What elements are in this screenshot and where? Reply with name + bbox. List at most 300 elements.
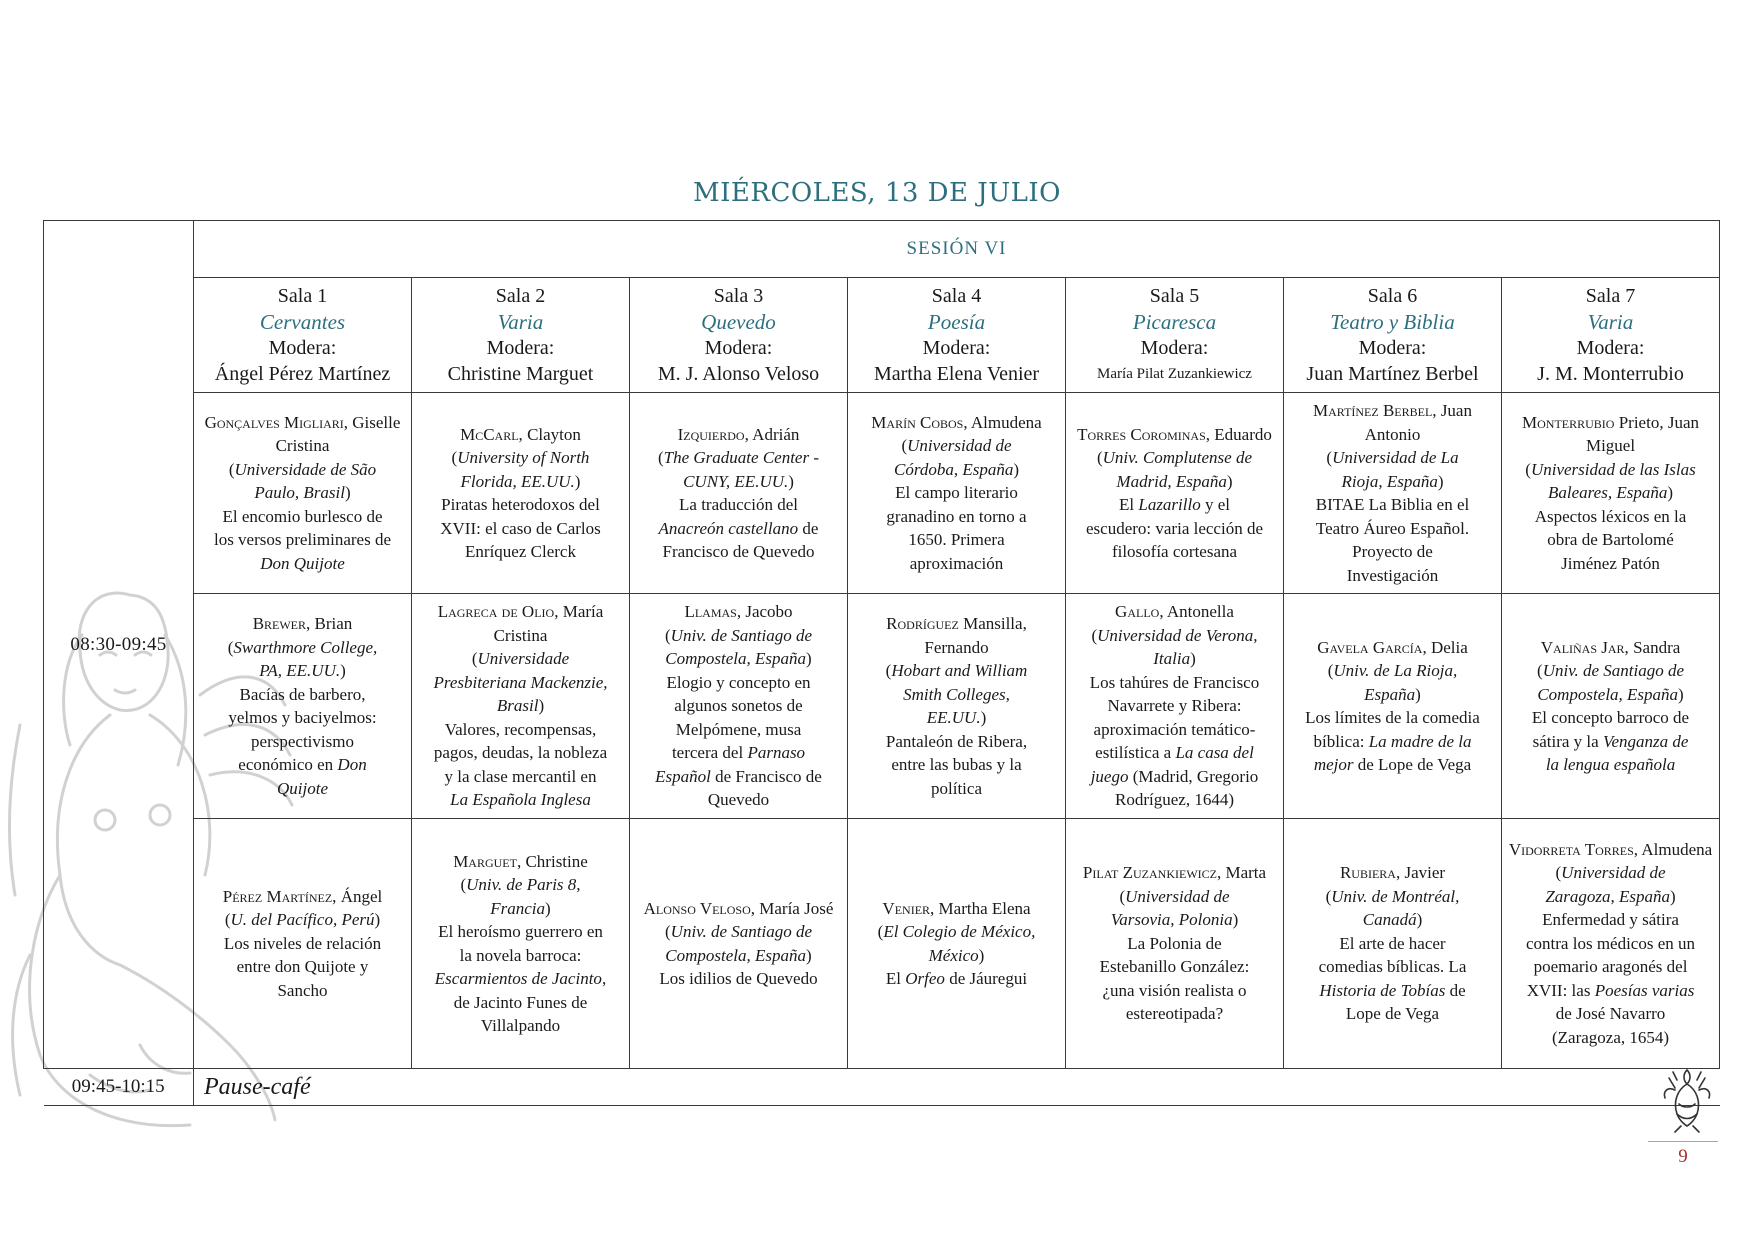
institution: Univ. Complutense de — [1102, 448, 1253, 467]
institution: Compostela, España — [665, 649, 807, 669]
speaker-given-name: Sandra — [1633, 637, 1681, 657]
institution: CUNY, EE.UU. — [683, 471, 789, 491]
talk-title-line — [853, 552, 1060, 576]
talk-title-text: de Francisco de — [710, 766, 822, 786]
talk-title-text: ¿una visión realista o — [1102, 980, 1247, 1000]
talk-title-text: XVII: las — [1526, 980, 1595, 1000]
talk-cell — [194, 594, 412, 819]
talk-title-line — [635, 718, 842, 742]
talk-cell — [1066, 594, 1284, 819]
institution-line: Paulo, Brasil) — [254, 483, 351, 503]
talk-title-italic: Español — [655, 766, 711, 786]
talk-title-italic: Parnaso — [747, 743, 806, 763]
talk-title-text: los versos preliminares de — [213, 530, 392, 550]
session-title-text: SESIÓN VI — [906, 238, 1007, 259]
room-header-row — [44, 278, 1720, 393]
institution-line: (Universidad de La — [1326, 448, 1459, 467]
speaker — [1507, 636, 1714, 660]
institution-line: (Universidad de — [1555, 863, 1666, 883]
talk-cell — [194, 819, 412, 1069]
speaker-given-name: Prieto, Juan Miguel — [1585, 412, 1699, 456]
talk-title-text: escudero: varia lección de — [1086, 518, 1263, 538]
talk-title-line — [853, 753, 1060, 777]
room-header-cell — [194, 278, 412, 393]
institution: Brasil — [496, 696, 539, 716]
institution: Univ. de Santiago de — [670, 625, 812, 645]
talk-title-text: Piratas heterodoxos del — [441, 495, 600, 514]
talk-title-line — [417, 540, 624, 564]
moderator-label: Modera: — [704, 337, 773, 359]
institution: Zaragoza, España — [1545, 886, 1671, 906]
talk-title-line — [635, 788, 842, 812]
institution: España — [1364, 684, 1416, 704]
talk-title-text: bíblica: — [1313, 731, 1369, 751]
institution-line: Compostela, España) — [1537, 684, 1684, 704]
talk-title-text: (Madrid, Gregorio — [1128, 766, 1259, 786]
speaker-surname: Marín Cobos, — [871, 412, 968, 432]
speaker-given-name: Javier — [1404, 863, 1446, 883]
talk-title-line — [1507, 955, 1714, 979]
talk-title-line — [1071, 979, 1278, 1003]
institution-line: Compostela, España) — [665, 649, 812, 669]
institution: Univ. de La Rioja, — [1333, 661, 1458, 680]
talk-title-italic: Venganza de — [1602, 731, 1689, 751]
room-name: Sala 2 — [495, 285, 546, 307]
institution-line: (Swarthmore College, — [227, 637, 378, 657]
room-theme: Quevedo — [701, 310, 776, 334]
speaker-given-name: Jacobo — [745, 602, 793, 622]
moderator-label: Modera: — [268, 337, 337, 359]
speaker — [1289, 399, 1496, 446]
talk-title-line — [417, 944, 624, 968]
institution-line: Francia) — [490, 898, 551, 918]
room-name: Sala 4 — [931, 285, 982, 307]
talk-title-text: Aspectos léxicos en la — [1534, 506, 1687, 526]
talk-title-text: Sancho — [277, 980, 328, 1000]
speaker-surname: Gavela García, — [1317, 637, 1427, 657]
talk-cell — [1502, 393, 1720, 594]
talk-title-italic: Anacreón castellano — [658, 518, 799, 538]
room-theme: Cervantes — [259, 310, 346, 334]
institution-line: (Hobart and William — [885, 661, 1028, 680]
talk-title-line — [417, 718, 624, 742]
speaker-given-name: María Cristina — [493, 602, 604, 645]
institution-line: Baleares, España) — [1548, 483, 1673, 503]
institution: PA, EE.UU. — [259, 661, 341, 680]
talk-title-line — [1071, 765, 1278, 789]
speaker-surname: Valiñas Jar, — [1540, 637, 1629, 657]
talk-title-line — [1071, 955, 1278, 979]
talk-title-line — [1289, 564, 1496, 588]
institution-line: Canadá) — [1362, 910, 1423, 930]
talk-title-text: (Zaragoza, 1654) — [1551, 1027, 1670, 1047]
talk-title-line — [1289, 540, 1496, 564]
talk-title-text: entre las bubas y la — [891, 755, 1022, 774]
speaker — [1289, 861, 1496, 885]
speaker-surname: Rodríguez — [886, 614, 959, 633]
session-title — [194, 221, 1720, 278]
talk-title-line — [1071, 932, 1278, 956]
institution-line: (Univ. de Santiago de — [665, 625, 812, 645]
institution: Universidad de — [907, 436, 1012, 456]
talk-title-text: aproximación — [909, 553, 1004, 573]
talk-title-text: Teatro Áureo Español. — [1315, 518, 1470, 538]
institution: El Colegio de México, — [883, 922, 1036, 941]
institution: Italia — [1153, 649, 1191, 669]
talk-title-line — [1289, 706, 1496, 730]
institution-line: Córdoba, España) — [894, 459, 1019, 479]
talk-title-line — [1289, 979, 1496, 1003]
talk-title-line — [1071, 718, 1278, 742]
talk-title-line — [1507, 505, 1714, 529]
talk-title-line — [1507, 1002, 1714, 1026]
institution-line: Florida, EE.UU.) — [460, 471, 581, 491]
room-theme: Poesía — [927, 310, 986, 334]
talk-cell — [630, 594, 848, 819]
institution-line: (Universidad de Verona, — [1091, 625, 1258, 645]
room-header-cell — [412, 278, 630, 393]
break-time — [44, 1069, 194, 1106]
moderator-label: Modera: — [1576, 337, 1645, 359]
speaker-given-name: Mansilla, Fernando — [924, 614, 1027, 657]
speaker-given-name: Almudena — [970, 412, 1042, 432]
break-time-text: 09:45-10:15 — [71, 1076, 165, 1097]
talk-title-line — [1289, 753, 1496, 777]
speaker-given-name: Delia — [1430, 637, 1468, 657]
talk-cell — [848, 393, 1066, 594]
speaker — [853, 411, 1060, 435]
speaker-surname: Monterrubio — [1522, 412, 1615, 432]
talk-title-text: estereotipada? — [1125, 1004, 1224, 1024]
talk-title-text: Melpómene, musa — [675, 719, 802, 739]
talk-title-line — [417, 765, 624, 789]
talk-title-text: Bacías de barbero, — [239, 684, 366, 704]
page-number: 9 — [1678, 1146, 1688, 1167]
speaker-given-name: Brian — [314, 614, 353, 633]
talk-title-line — [1289, 730, 1496, 754]
talk-title-text: Navarrete y Ribera: — [1107, 696, 1242, 716]
talk-cell — [1502, 819, 1720, 1069]
talk-title-line — [853, 967, 1060, 991]
talk-title-text: granadino en torno a — [886, 506, 1027, 526]
speaker-given-name: Almudena — [1641, 839, 1713, 859]
room-name: Sala 7 — [1585, 285, 1636, 307]
talk-title-text: de — [798, 518, 819, 538]
institution: Compostela, España — [665, 945, 807, 965]
talk-title-italic: Quijote — [277, 778, 328, 798]
institution-line — [417, 671, 624, 695]
institution-line: Rioja, España) — [1341, 471, 1444, 491]
institution: Universidade — [477, 649, 570, 669]
talk-cell — [1066, 819, 1284, 1069]
talk-title-line — [635, 765, 842, 789]
speaker-surname: Brewer, — [252, 614, 311, 633]
speaker — [853, 612, 1060, 659]
talk-title-line — [1071, 741, 1278, 765]
session-time-text: 08:30-09:45 — [70, 633, 167, 655]
speaker — [635, 600, 842, 624]
talk-cell — [412, 819, 630, 1069]
institution: Compostela, España — [1537, 684, 1679, 704]
talk-title-line — [1071, 1002, 1278, 1026]
talk-title-line — [417, 991, 624, 1015]
room-name: Sala 5 — [1149, 285, 1200, 307]
speaker-surname: Lagreca de Olio, — [437, 602, 559, 622]
talk-title-text: BITAE La Biblia en el — [1315, 495, 1470, 514]
speaker — [1071, 600, 1278, 624]
break-label-text: Pause-café — [204, 1073, 311, 1100]
talk-title-line — [417, 741, 624, 765]
talk-title-line — [199, 706, 406, 730]
speaker — [199, 612, 406, 636]
talk-title-line — [417, 517, 624, 541]
talk-title-text: y la clase mercantil en — [444, 766, 597, 786]
talk-title-line — [1507, 730, 1714, 754]
talk-title-line — [1071, 788, 1278, 812]
institution: Rioja, España — [1341, 471, 1438, 491]
institution-line: PA, EE.UU.) — [259, 661, 346, 680]
speaker-given-name: Ángel — [340, 886, 383, 906]
institution: Presbiteriana Mackenzie, — [433, 672, 608, 692]
moderator-name: M. J. Alonso Veloso — [657, 363, 820, 385]
speaker — [1507, 838, 1714, 862]
talk-title-text: la novela barroca: — [459, 945, 582, 965]
talk-title-text: Villalpando — [480, 1016, 561, 1035]
institution: Universidad de La — [1332, 448, 1459, 467]
talk-cell — [848, 594, 1066, 819]
room-theme: Varia — [1587, 310, 1634, 334]
break-row — [44, 1069, 1720, 1106]
speaker-surname: Pilat Zuzankiewicz, — [1082, 863, 1222, 883]
room-header-cell — [1066, 278, 1284, 393]
talk-title-italic: Orfeo — [905, 969, 945, 988]
talk-title-line — [635, 493, 842, 517]
talk-title-text: Proyecto de — [1352, 542, 1433, 561]
talk-title-text: perspectivismo — [251, 731, 354, 751]
institution-line: Compostela, España) — [665, 945, 812, 965]
speaker-given-name: Martha Elena — [938, 898, 1031, 918]
talk-title-text: pagos, deudas, la nobleza — [433, 743, 608, 763]
talk-title-line — [1071, 517, 1278, 541]
talk-row — [44, 393, 1720, 594]
talk-title-line — [635, 741, 842, 765]
talk-title-text: XVII: el caso de Carlos — [440, 518, 601, 538]
talk-title-text: La traducción del — [679, 495, 798, 514]
talk-title-italic: Don Quijote — [260, 553, 345, 573]
talk-title-line — [1289, 493, 1496, 517]
talk-title-text: Investigación — [1346, 565, 1439, 585]
institution: Florida, EE.UU. — [460, 471, 575, 491]
talk-title-italic: Historia de Tobías — [1319, 980, 1446, 1000]
room-name: Sala 3 — [713, 285, 764, 307]
speaker-given-name: Eduardo — [1214, 424, 1272, 444]
talk-title-line — [199, 552, 406, 576]
talk-title-line — [199, 730, 406, 754]
speaker — [417, 600, 624, 647]
institution-line: (Universidad de — [901, 436, 1012, 456]
talk-title-text: y el — [1200, 495, 1230, 514]
speaker-surname: Martínez Berbel, — [1313, 401, 1437, 420]
institution: Córdoba, España — [894, 459, 1014, 479]
talk-title-text: estilística a — [1095, 743, 1176, 763]
talk-title-italic: juego — [1090, 766, 1129, 786]
talk-title-line — [1507, 753, 1714, 777]
talk-title-text: comedias bíblicas. La — [1318, 957, 1467, 977]
talk-title-text: Quevedo — [707, 790, 770, 810]
talk-title-text: El concepto barroco de — [1531, 708, 1690, 727]
talk-title-text: aproximación temático- — [1093, 719, 1256, 739]
talk-title-line — [635, 694, 842, 718]
speaker-given-name: Marta — [1225, 863, 1267, 883]
talk-title-line — [635, 967, 842, 991]
talk-title-line — [417, 493, 624, 517]
talk-title-italic: la lengua española — [1545, 755, 1676, 774]
institution: Swarthmore College, — [233, 637, 378, 657]
speaker — [199, 885, 406, 909]
talk-title-line — [635, 540, 842, 564]
talk-cell — [194, 393, 412, 594]
talk-cell — [412, 594, 630, 819]
talk-title-line — [1507, 908, 1714, 932]
institution: Universidad de Verona, — [1097, 625, 1258, 645]
moderator-name: J. M. Monterrubio — [1537, 363, 1684, 385]
talk-title-line — [635, 517, 842, 541]
room-header-cell — [1502, 278, 1720, 393]
talk-title-line — [1289, 932, 1496, 956]
talk-title-italic: mejor — [1313, 755, 1354, 774]
talk-title-text: yelmos y baciyelmos: — [228, 708, 377, 727]
room-name: Sala 1 — [277, 285, 328, 307]
talk-title-text: Los tahúres de Francisco — [1089, 672, 1260, 692]
talk-title-text: de Jacinto Funes de — [453, 992, 588, 1012]
talk-cell — [1066, 393, 1284, 594]
talk-title-text: tercera del — [671, 743, 748, 763]
talk-title-line — [1289, 955, 1496, 979]
institution: Univ. de Paris 8, — [466, 875, 581, 894]
talk-title-line — [853, 505, 1060, 529]
moderator-name: Christine Marguet — [447, 363, 594, 385]
moderator-name: Juan Martínez Berbel — [1306, 363, 1479, 385]
talk-title-text: filosofía cortesana — [1111, 542, 1238, 561]
talk-title-text: Enríquez Clerck — [465, 542, 576, 561]
talk-title-line — [199, 528, 406, 552]
talk-title-line — [1071, 671, 1278, 695]
institution: Univ. de Montréal, — [1331, 886, 1460, 906]
talk-title-line — [853, 730, 1060, 754]
talk-title-text: , — [601, 969, 607, 988]
speaker — [1071, 861, 1278, 885]
talk-title-text: contra los médicos en un — [1526, 933, 1696, 953]
room-header-cell — [1284, 278, 1502, 393]
moderator-label: Modera: — [486, 337, 555, 359]
institution: Canadá — [1362, 910, 1417, 930]
speaker-surname: Alonso Veloso, — [643, 898, 756, 918]
moderator-label: Modera: — [922, 337, 991, 359]
institution: University of North — [457, 448, 590, 467]
speaker — [417, 850, 624, 874]
talk-title-text: poemario aragonés del — [1533, 957, 1688, 977]
talk-title-line — [417, 788, 624, 812]
talk-title-text: El campo literario — [895, 483, 1018, 503]
institution-line: Brasil) — [496, 696, 545, 716]
talk-title-line — [1507, 1026, 1714, 1050]
institution: Universidade de São — [234, 459, 377, 479]
talk-title-text: económico en — [238, 755, 338, 774]
talk-title-line — [853, 481, 1060, 505]
talk-title-text: Valores, recompensas, — [444, 719, 597, 739]
talk-title-text: Los límites de la comedia — [1305, 708, 1480, 727]
heraldic-emblem-icon — [1659, 1064, 1715, 1134]
institution: Hobart and William — [891, 661, 1028, 680]
speaker-given-name: Juan Antonio — [1364, 401, 1472, 444]
moderator-name: Martha Elena Venier — [873, 363, 1040, 385]
talk-title-text: Lope de Vega — [1345, 1004, 1440, 1024]
talk-title-text: política — [931, 778, 982, 798]
talk-title-line — [199, 683, 406, 707]
talk-title-text: Los idilios de Quevedo — [659, 969, 818, 988]
talk-title-line — [417, 1014, 624, 1038]
talk-title-text: obra de Bartolomé — [1547, 530, 1674, 550]
talk-title-italic: La madre de la — [1368, 731, 1472, 751]
institution-line: México) — [928, 945, 985, 965]
talk-title-line — [853, 528, 1060, 552]
talk-title-line — [199, 932, 406, 956]
talk-title-line — [199, 979, 406, 1003]
talk-title-text: algunos sonetos de — [674, 696, 803, 716]
talk-title-line — [1507, 552, 1714, 576]
speaker — [199, 411, 406, 458]
institution-line: (U. del Pacífico, Perú) — [224, 910, 381, 930]
talk-title-text: Los niveles de relación — [223, 933, 382, 953]
institution: Univ. de Santiago de — [670, 922, 812, 941]
talk-title-line — [1507, 528, 1714, 552]
speaker-surname: Pérez Martínez, — [222, 886, 337, 906]
talk-title-line — [1507, 932, 1714, 956]
talk-title-text: La Polonia de — [1127, 933, 1222, 953]
institution: Universidad de las Islas — [1530, 459, 1696, 479]
institution-line: (The Graduate Center - — [657, 448, 819, 467]
speaker-given-name: Christine — [525, 851, 588, 871]
talk-title-text: de Jáuregui — [944, 969, 1028, 988]
institution: Francia — [490, 898, 546, 918]
room-name: Sala 6 — [1367, 285, 1418, 307]
moderator-name: María Pilat Zuzankiewicz — [1097, 366, 1252, 382]
talk-title-line — [1507, 706, 1714, 730]
talk-title-text: Rodríguez, 1644) — [1115, 790, 1234, 810]
talk-title-text: Estebanillo González: — [1099, 957, 1250, 977]
institution-line: Italia) — [1153, 649, 1196, 669]
institution: Universidad de — [1125, 886, 1230, 906]
talk-title-line — [1071, 694, 1278, 718]
talk-title-text: de — [1445, 980, 1466, 1000]
moderator-name: Ángel Pérez Martínez — [214, 363, 391, 385]
talk-cell — [1284, 393, 1502, 594]
speaker-surname: Vidorreta Torres, — [1508, 839, 1639, 859]
institution-line: (Univ. Complutense de — [1096, 448, 1253, 467]
room-theme: Teatro y Biblia — [1330, 310, 1455, 334]
talk-title-line — [1507, 979, 1714, 1003]
speaker — [1071, 423, 1278, 447]
institution-line: EE.UU.) — [926, 708, 987, 727]
talk-title-text: Elogio y concepto en — [666, 672, 811, 692]
speaker — [853, 897, 1060, 921]
institution-line: (Universidad de — [1119, 886, 1230, 906]
speaker-given-name: Antonella — [1166, 602, 1234, 622]
page-title — [0, 178, 1754, 208]
room-header-cell — [630, 278, 848, 393]
institution: Univ. de Santiago de — [1542, 661, 1685, 680]
institution: Varsovia, Polonia — [1110, 910, 1233, 930]
